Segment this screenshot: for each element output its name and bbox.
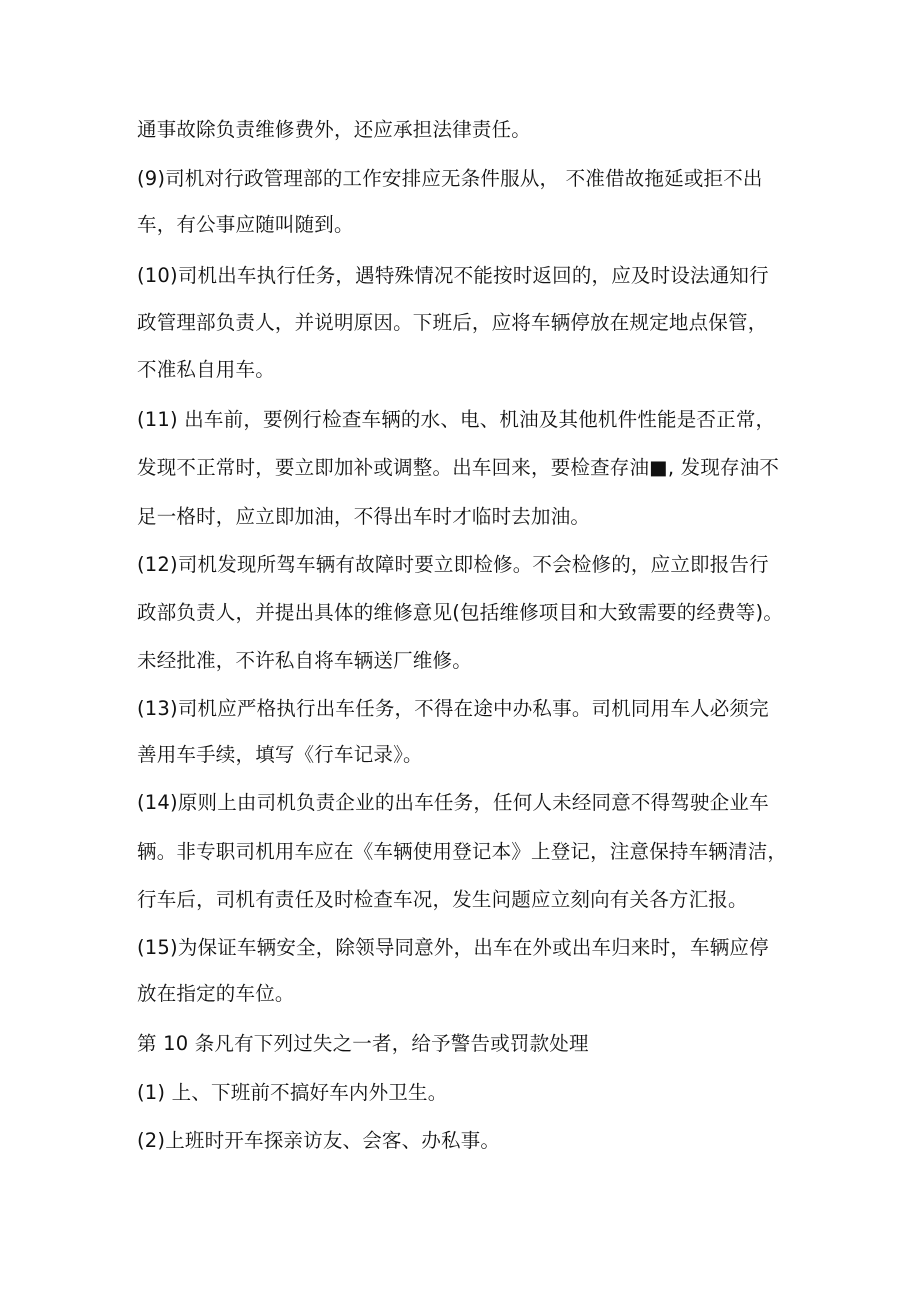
text-line: 辆。非专职司机用车应在《车辆使用登记本》上登记，注意保持车辆清洁，	[137, 840, 788, 863]
text-line: (9)司机对行政管理部的工作安排应无条件服从， 不准借故拖延或拒不出	[137, 167, 763, 190]
text-line: 放在指定的车位。	[137, 982, 295, 1005]
text-line: 第 10 条凡有下列过失之一者，给予警告或罚款处理	[137, 1032, 589, 1055]
text-line: (2)上班时开车探亲访友、会客、办私事。	[137, 1129, 501, 1152]
text-line: (12)司机发现所驾车辆有故障时要立即检修。不会检修的，应立即报告行	[137, 553, 769, 576]
text-line: 政部负责人，并提出具体的维修意见(包括维修项目和大致需要的经费等)。	[137, 601, 784, 624]
text-line: 善用车手续，填写《行车记录》。	[137, 743, 423, 766]
text-line: 行车后，司机有责任及时检查车况，发生问题应立刻向有关各方汇报。	[137, 888, 748, 911]
text-line: (13)司机应严格执行出车任务，不得在途中办私事。司机同用车人必须完	[137, 697, 769, 720]
text-line: 未经批准，不许私自将车辆送厂维修。	[137, 649, 472, 672]
text-line: 不准私自用车。	[137, 358, 275, 381]
text-line: 通事故除负责维修费外，还应承担法律责任。	[137, 118, 532, 141]
text-line: (10)司机出车执行任务，遇特殊情况不能按时返回的，应及时设法通知行	[137, 264, 769, 287]
text-line: (11) 出车前，要例行检查车辆的水、电、机油及其他机件性能是否正常，	[137, 408, 776, 431]
text-line: 车，有公事应随叫随到。	[137, 213, 354, 236]
text-line: 发现不正常时，要立即加补或调整。出车回来，要检查存油■, 发现存油不	[137, 456, 780, 479]
text-line: 足一格时，应立即加油，不得出车时才临时去加油。	[137, 505, 591, 528]
text-line: 政管理部负责人，并说明原因。下班后，应将车辆停放在规定地点保管，	[137, 311, 768, 334]
text-line: (14)原则上由司机负责企业的出车任务，任何人未经同意不得驾驶企业车	[137, 791, 769, 814]
text-line: (15)为保证车辆安全，除领导同意外，出车在外或出车归来时，车辆应停	[137, 936, 769, 959]
text-line: (1) 上、下班前不搞好车内外卫生。	[137, 1081, 448, 1104]
